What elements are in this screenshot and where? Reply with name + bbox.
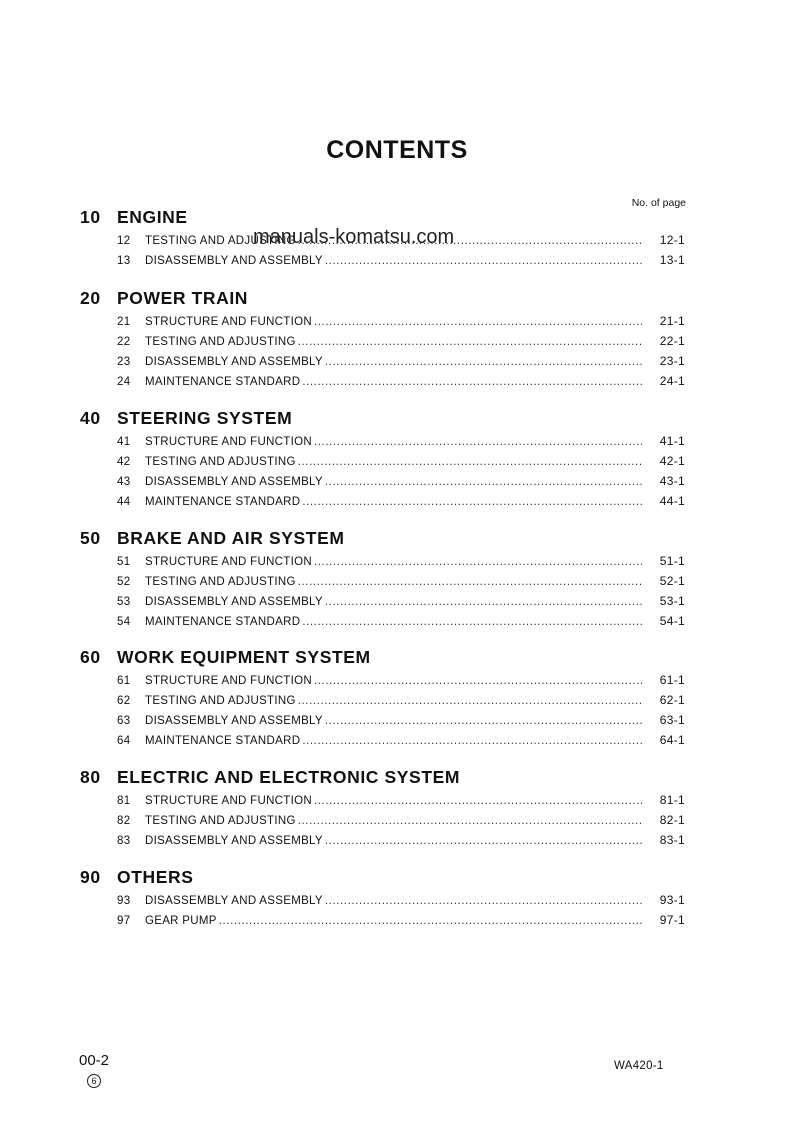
dot-leader (298, 572, 643, 592)
toc-entry[interactable] (117, 830, 685, 850)
dot-leader (325, 891, 643, 911)
dot-leader (314, 312, 643, 332)
entry-number: 64 (117, 735, 131, 747)
dot-leader (325, 251, 643, 271)
dot-leader (314, 552, 643, 572)
section-heading (80, 866, 685, 888)
dot-leader (314, 671, 643, 691)
page-title: CONTENTS (326, 136, 468, 164)
toc-entry[interactable] (117, 351, 685, 371)
model-number: WA420-1 (614, 1060, 664, 1072)
dot-leader (325, 831, 643, 851)
section-electric-and-electronic-system (80, 766, 685, 850)
column-header-page-count: No. of page (631, 197, 686, 209)
entry-page: 24-1 (659, 374, 685, 388)
entry-page: 42-1 (659, 454, 685, 468)
section-title: ELECTRIC AND ELECTRONIC SYSTEM (117, 767, 461, 787)
toc-entry[interactable] (117, 331, 685, 351)
entry-label: STRUCTURE AND FUNCTION (145, 316, 312, 328)
entry-label: DISASSEMBLY AND ASSEMBLY (145, 895, 323, 907)
watermark: manuals-komatsu.com (253, 226, 455, 248)
entry-number: 12 (117, 235, 131, 247)
entry-number: 82 (117, 815, 131, 827)
entry-page: 41-1 (659, 434, 685, 448)
entry-number: 44 (117, 496, 131, 508)
dot-leader (325, 711, 643, 731)
section-brake-and-air-system (80, 527, 685, 631)
dot-leader (302, 731, 643, 751)
section-title: WORK EQUIPMENT SYSTEM (117, 647, 371, 667)
section-title: STEERING SYSTEM (117, 408, 293, 428)
entry-label: GEAR PUMP (145, 915, 217, 927)
toc-entry[interactable] (117, 551, 685, 571)
dot-leader (314, 432, 643, 452)
entry-number: 42 (117, 456, 131, 468)
toc-entry[interactable] (117, 371, 685, 391)
section-heading (80, 646, 685, 668)
entry-number: 53 (117, 596, 131, 608)
section-number: 80 (80, 767, 101, 787)
entry-page: 83-1 (659, 833, 685, 847)
entry-number: 83 (117, 835, 131, 847)
section-number: 60 (80, 647, 101, 667)
toc-entry[interactable] (117, 311, 685, 331)
dot-leader (298, 811, 643, 831)
entry-page: 12-1 (659, 233, 685, 247)
entry-page: 52-1 (659, 574, 685, 588)
entry-number: 54 (117, 616, 131, 628)
dot-leader (325, 472, 643, 492)
entry-label: MAINTENANCE STANDARD (145, 496, 301, 508)
section-others (80, 866, 685, 930)
entry-page: 64-1 (659, 733, 685, 747)
entry-page: 13-1 (659, 253, 685, 267)
entry-label: MAINTENANCE STANDARD (145, 616, 301, 628)
entry-label: TESTING AND ADJUSTING (145, 576, 296, 588)
toc-entry[interactable] (117, 471, 685, 491)
revision-mark-icon: 6 (87, 1074, 101, 1088)
entry-page: 21-1 (659, 314, 685, 328)
entry-page: 22-1 (659, 334, 685, 348)
toc-entry[interactable] (117, 790, 685, 810)
entry-page: 61-1 (659, 673, 685, 687)
entry-page: 82-1 (659, 813, 685, 827)
entry-number: 63 (117, 715, 131, 727)
entry-page: 53-1 (659, 594, 685, 608)
entry-page: 23-1 (659, 354, 685, 368)
section-heading (80, 206, 685, 228)
entry-page: 44-1 (659, 494, 685, 508)
entry-page: 54-1 (659, 614, 685, 628)
dot-leader (219, 911, 643, 931)
toc-entry[interactable] (117, 250, 685, 270)
entry-label: TESTING AND ADJUSTING (145, 235, 296, 247)
entry-label: DISASSEMBLY AND ASSEMBLY (145, 835, 323, 847)
page-number: 00-2 (79, 1052, 110, 1069)
entry-number: 52 (117, 576, 131, 588)
entry-label: STRUCTURE AND FUNCTION (145, 556, 312, 568)
entry-label: TESTING AND ADJUSTING (145, 456, 296, 468)
section-number: 50 (80, 528, 101, 548)
entry-number: 21 (117, 316, 131, 328)
entry-number: 81 (117, 795, 131, 807)
dot-leader (314, 791, 643, 811)
section-title: BRAKE AND AIR SYSTEM (117, 528, 345, 548)
section-work-equipment-system (80, 646, 685, 750)
dot-leader (325, 592, 643, 612)
section-number: 90 (80, 867, 101, 887)
entry-label: TESTING AND ADJUSTING (145, 336, 296, 348)
dot-leader (298, 332, 643, 352)
entry-page: 51-1 (659, 554, 685, 568)
dot-leader (298, 691, 643, 711)
dot-leader (302, 492, 643, 512)
toc-entry[interactable] (117, 730, 685, 750)
entry-label: DISASSEMBLY AND ASSEMBLY (145, 596, 323, 608)
entry-label: STRUCTURE AND FUNCTION (145, 795, 312, 807)
toc-entry[interactable] (117, 451, 685, 471)
section-heading (80, 287, 685, 309)
entry-number: 24 (117, 376, 131, 388)
entry-number: 13 (117, 255, 131, 267)
toc-entry[interactable] (117, 670, 685, 690)
entry-page: 81-1 (659, 793, 685, 807)
entry-label: STRUCTURE AND FUNCTION (145, 675, 312, 687)
section-title: ENGINE (117, 207, 188, 227)
entry-number: 41 (117, 436, 131, 448)
entry-number: 51 (117, 556, 131, 568)
toc-entry[interactable] (117, 571, 685, 591)
entry-label: MAINTENANCE STANDARD (145, 735, 301, 747)
toc-entry[interactable] (117, 810, 685, 830)
entry-number: 97 (117, 915, 131, 927)
section-number: 10 (80, 207, 101, 227)
section-steering-system (80, 407, 685, 511)
toc-entry[interactable] (117, 710, 685, 730)
entry-label: DISASSEMBLY AND ASSEMBLY (145, 255, 323, 267)
entry-label: DISASSEMBLY AND ASSEMBLY (145, 476, 323, 488)
section-title: OTHERS (117, 867, 194, 887)
toc-entry[interactable] (117, 690, 685, 710)
dot-leader (325, 352, 643, 372)
entry-label: TESTING AND ADJUSTING (145, 815, 296, 827)
entry-number: 23 (117, 356, 131, 368)
entry-label: TESTING AND ADJUSTING (145, 695, 296, 707)
section-heading (80, 527, 685, 549)
section-power-train (80, 287, 685, 391)
toc-entry[interactable] (117, 890, 685, 910)
toc-entry[interactable] (117, 910, 685, 930)
dot-leader (298, 452, 643, 472)
dot-leader (302, 372, 643, 392)
section-number: 40 (80, 408, 101, 428)
entry-number: 62 (117, 695, 131, 707)
entry-number: 93 (117, 895, 131, 907)
entry-page: 62-1 (659, 693, 685, 707)
entry-label: STRUCTURE AND FUNCTION (145, 436, 312, 448)
section-heading (80, 407, 685, 429)
section-number: 20 (80, 288, 101, 308)
entry-page: 43-1 (659, 474, 685, 488)
toc-entry[interactable] (117, 591, 685, 611)
section-heading (80, 766, 685, 788)
entry-page: 63-1 (659, 713, 685, 727)
entry-label: DISASSEMBLY AND ASSEMBLY (145, 715, 323, 727)
entry-number: 61 (117, 675, 131, 687)
entry-page: 93-1 (659, 893, 685, 907)
dot-leader (302, 612, 643, 632)
toc-entry[interactable] (117, 611, 685, 631)
toc-entry[interactable] (117, 431, 685, 451)
section-title: POWER TRAIN (117, 288, 249, 308)
entry-page: 97-1 (659, 913, 685, 927)
entry-number: 43 (117, 476, 131, 488)
entry-number: 22 (117, 336, 131, 348)
entry-label: MAINTENANCE STANDARD (145, 376, 301, 388)
toc-entry[interactable] (117, 491, 685, 511)
entry-label: DISASSEMBLY AND ASSEMBLY (145, 356, 323, 368)
